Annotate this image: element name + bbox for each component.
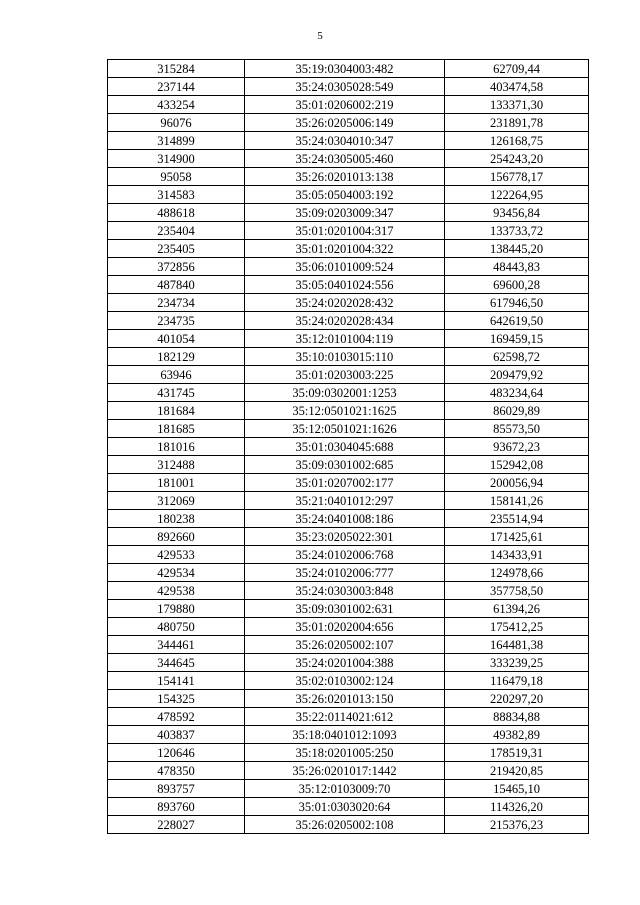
record-id-cell: 181016 [108, 438, 245, 456]
amount-cell: 200056,94 [445, 474, 589, 492]
table-row [108, 330, 589, 348]
table-row [108, 240, 589, 258]
amount-cell: 152942,08 [445, 456, 589, 474]
record-id-cell: 95058 [108, 168, 245, 186]
record-id-cell: 431745 [108, 384, 245, 402]
record-id-cell: 488618 [108, 204, 245, 222]
record-id-cell: 372856 [108, 258, 245, 276]
cadastral-number-cell: 35:24:0202028:432 [245, 294, 445, 312]
cadastral-number-cell: 35:26:0201013:138 [245, 168, 445, 186]
cadastral-number-cell: 35:26:0205006:149 [245, 114, 445, 132]
cadastral-number-cell: 35:23:0205022:301 [245, 528, 445, 546]
record-id-cell: 893760 [108, 798, 245, 816]
table-row [108, 618, 589, 636]
amount-cell: 235514,94 [445, 510, 589, 528]
amount-cell: 49382,89 [445, 726, 589, 744]
registry-table-body [108, 60, 589, 834]
amount-cell: 15465,10 [445, 780, 589, 798]
table-row [108, 798, 589, 816]
table-row [108, 654, 589, 672]
amount-cell: 114326,20 [445, 798, 589, 816]
amount-cell: 93456,84 [445, 204, 589, 222]
amount-cell: 171425,61 [445, 528, 589, 546]
record-id-cell: 478592 [108, 708, 245, 726]
amount-cell: 215376,23 [445, 816, 589, 834]
cadastral-number-cell: 35:12:0501021:1626 [245, 420, 445, 438]
amount-cell: 158141,26 [445, 492, 589, 510]
cadastral-number-cell: 35:02:0103002:124 [245, 672, 445, 690]
amount-cell: 138445,20 [445, 240, 589, 258]
cadastral-number-cell: 35:01:0201004:322 [245, 240, 445, 258]
table-row [108, 114, 589, 132]
cadastral-number-cell: 35:24:0102006:777 [245, 564, 445, 582]
record-id-cell: 234734 [108, 294, 245, 312]
amount-cell: 93672,23 [445, 438, 589, 456]
cadastral-number-cell: 35:24:0304010:347 [245, 132, 445, 150]
amount-cell: 133733,72 [445, 222, 589, 240]
cadastral-number-cell: 35:21:0401012:297 [245, 492, 445, 510]
cadastral-number-cell: 35:01:0303020:64 [245, 798, 445, 816]
cadastral-number-cell: 35:12:0103009:70 [245, 780, 445, 798]
cadastral-number-cell: 35:01:0304045:688 [245, 438, 445, 456]
cadastral-number-cell: 35:05:0401024:556 [245, 276, 445, 294]
amount-cell: 124978,66 [445, 564, 589, 582]
cadastral-number-cell: 35:09:0203009:347 [245, 204, 445, 222]
record-id-cell: 235405 [108, 240, 245, 258]
amount-cell: 88834,88 [445, 708, 589, 726]
record-id-cell: 179880 [108, 600, 245, 618]
record-id-cell: 344461 [108, 636, 245, 654]
amount-cell: 483234,64 [445, 384, 589, 402]
cadastral-number-cell: 35:06:0101009:524 [245, 258, 445, 276]
cadastral-number-cell: 35:24:0202028:434 [245, 312, 445, 330]
amount-cell: 178519,31 [445, 744, 589, 762]
table-row [108, 438, 589, 456]
record-id-cell: 401054 [108, 330, 245, 348]
table-row [108, 384, 589, 402]
record-id-cell: 312488 [108, 456, 245, 474]
amount-cell: 133371,30 [445, 96, 589, 114]
record-id-cell: 312069 [108, 492, 245, 510]
amount-cell: 61394,26 [445, 600, 589, 618]
amount-cell: 220297,20 [445, 690, 589, 708]
table-row [108, 96, 589, 114]
table-row [108, 420, 589, 438]
page-number: 5 [317, 30, 323, 42]
record-id-cell: 478350 [108, 762, 245, 780]
record-id-cell: 487840 [108, 276, 245, 294]
cadastral-number-cell: 35:24:0401008:186 [245, 510, 445, 528]
record-id-cell: 235404 [108, 222, 245, 240]
table-row [108, 60, 589, 78]
amount-cell: 126168,75 [445, 132, 589, 150]
record-id-cell: 314583 [108, 186, 245, 204]
amount-cell: 164481,38 [445, 636, 589, 654]
amount-cell: 357758,50 [445, 582, 589, 600]
amount-cell: 175412,25 [445, 618, 589, 636]
table-row [108, 762, 589, 780]
record-id-cell: 181685 [108, 420, 245, 438]
table-row [108, 402, 589, 420]
table-row [108, 186, 589, 204]
registry-table [107, 59, 589, 834]
record-id-cell: 63946 [108, 366, 245, 384]
record-id-cell: 181684 [108, 402, 245, 420]
cadastral-number-cell: 35:01:0202004:656 [245, 618, 445, 636]
record-id-cell: 120646 [108, 744, 245, 762]
table-row [108, 78, 589, 96]
amount-cell: 219420,85 [445, 762, 589, 780]
cadastral-number-cell: 35:12:0101004:119 [245, 330, 445, 348]
cadastral-number-cell: 35:22:0114021:612 [245, 708, 445, 726]
amount-cell: 143433,91 [445, 546, 589, 564]
cadastral-number-cell: 35:05:0504003:192 [245, 186, 445, 204]
table-row [108, 294, 589, 312]
amount-cell: 617946,50 [445, 294, 589, 312]
record-id-cell: 237144 [108, 78, 245, 96]
cadastral-number-cell: 35:19:0304003:482 [245, 60, 445, 78]
amount-cell: 156778,17 [445, 168, 589, 186]
record-id-cell: 429534 [108, 564, 245, 582]
table-row [108, 528, 589, 546]
cadastral-number-cell: 35:24:0102006:768 [245, 546, 445, 564]
cadastral-number-cell: 35:24:0305005:460 [245, 150, 445, 168]
cadastral-number-cell: 35:26:0201017:1442 [245, 762, 445, 780]
record-id-cell: 314899 [108, 132, 245, 150]
table-row [108, 672, 589, 690]
record-id-cell: 344645 [108, 654, 245, 672]
record-id-cell: 403837 [108, 726, 245, 744]
record-id-cell: 893757 [108, 780, 245, 798]
record-id-cell: 96076 [108, 114, 245, 132]
table-row [108, 168, 589, 186]
table-row [108, 348, 589, 366]
record-id-cell: 182129 [108, 348, 245, 366]
amount-cell: 69600,28 [445, 276, 589, 294]
amount-cell: 231891,78 [445, 114, 589, 132]
cadastral-number-cell: 35:01:0207002:177 [245, 474, 445, 492]
record-id-cell: 234735 [108, 312, 245, 330]
record-id-cell: 314900 [108, 150, 245, 168]
cadastral-number-cell: 35:01:0206002:219 [245, 96, 445, 114]
table-row [108, 150, 589, 168]
table-row [108, 510, 589, 528]
amount-cell: 86029,89 [445, 402, 589, 420]
amount-cell: 333239,25 [445, 654, 589, 672]
table-row [108, 546, 589, 564]
cadastral-number-cell: 35:24:0303003:848 [245, 582, 445, 600]
cadastral-number-cell: 35:18:0201005:250 [245, 744, 445, 762]
table-row [108, 582, 589, 600]
cadastral-number-cell: 35:24:0201004:388 [245, 654, 445, 672]
cadastral-number-cell: 35:09:0301002:631 [245, 600, 445, 618]
amount-cell: 254243,20 [445, 150, 589, 168]
table-row [108, 456, 589, 474]
cadastral-number-cell: 35:01:0203003:225 [245, 366, 445, 384]
cadastral-number-cell: 35:26:0205002:108 [245, 816, 445, 834]
table-row [108, 816, 589, 834]
cadastral-number-cell: 35:18:0401012:1093 [245, 726, 445, 744]
amount-cell: 62598,72 [445, 348, 589, 366]
table-row [108, 564, 589, 582]
table-row [108, 474, 589, 492]
table-row [108, 636, 589, 654]
table-row [108, 204, 589, 222]
cadastral-number-cell: 35:09:0302001:1253 [245, 384, 445, 402]
table-row [108, 366, 589, 384]
amount-cell: 116479,18 [445, 672, 589, 690]
cadastral-number-cell: 35:09:0301002:685 [245, 456, 445, 474]
record-id-cell: 154141 [108, 672, 245, 690]
record-id-cell: 180238 [108, 510, 245, 528]
table-row [108, 708, 589, 726]
table-row [108, 276, 589, 294]
amount-cell: 122264,95 [445, 186, 589, 204]
record-id-cell: 480750 [108, 618, 245, 636]
cadastral-number-cell: 35:26:0205002:107 [245, 636, 445, 654]
table-row [108, 600, 589, 618]
cadastral-number-cell: 35:12:0501021:1625 [245, 402, 445, 420]
record-id-cell: 892660 [108, 528, 245, 546]
table-row [108, 690, 589, 708]
table-row [108, 222, 589, 240]
cadastral-number-cell: 35:10:0103015:110 [245, 348, 445, 366]
amount-cell: 642619,50 [445, 312, 589, 330]
record-id-cell: 429533 [108, 546, 245, 564]
table-row [108, 780, 589, 798]
record-id-cell: 315284 [108, 60, 245, 78]
record-id-cell: 154325 [108, 690, 245, 708]
record-id-cell: 181001 [108, 474, 245, 492]
amount-cell: 85573,50 [445, 420, 589, 438]
amount-cell: 48443,83 [445, 258, 589, 276]
table-row [108, 258, 589, 276]
table-row [108, 492, 589, 510]
table-row [108, 744, 589, 762]
amount-cell: 403474,58 [445, 78, 589, 96]
record-id-cell: 228027 [108, 816, 245, 834]
cadastral-number-cell: 35:24:0305028:549 [245, 78, 445, 96]
amount-cell: 209479,92 [445, 366, 589, 384]
table-row [108, 726, 589, 744]
record-id-cell: 433254 [108, 96, 245, 114]
table-row [108, 132, 589, 150]
amount-cell: 62709,44 [445, 60, 589, 78]
record-id-cell: 429538 [108, 582, 245, 600]
table-row [108, 312, 589, 330]
cadastral-number-cell: 35:26:0201013:150 [245, 690, 445, 708]
amount-cell: 169459,15 [445, 330, 589, 348]
cadastral-number-cell: 35:01:0201004:317 [245, 222, 445, 240]
